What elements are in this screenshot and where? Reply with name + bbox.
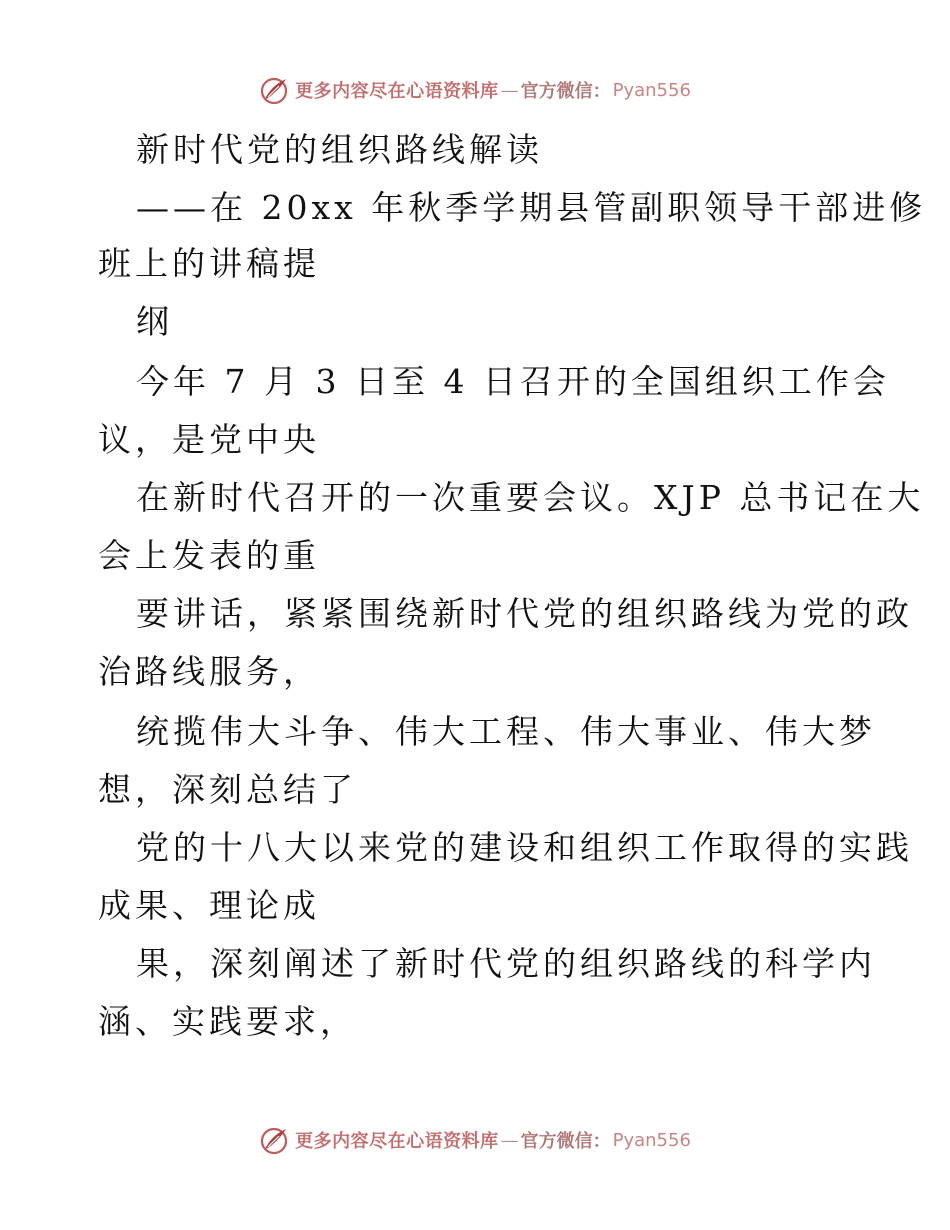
doc-title: 新时代党的组织路线解读 — [136, 130, 543, 169]
doc-line: 班上的讲稿提 — [98, 244, 320, 283]
doc-line: 党的十八大以来党的建设和组织工作取得的实践 — [136, 828, 913, 867]
doc-line: 会上发表的重 — [98, 536, 320, 575]
doc-line: 在新时代召开的一次重要会议。XJP 总书记在大 — [136, 478, 925, 517]
doc-line: 治路线服务， — [98, 652, 320, 691]
doc-line: 想，深刻总结了 — [98, 770, 357, 809]
footer-banner — [0, 1122, 950, 1158]
quill-pen-logo-icon — [259, 1125, 289, 1155]
doc-line: 成果、理论成 — [98, 886, 320, 925]
banner-separator: — — [500, 79, 519, 101]
banner-wechat-label: 官方微信： — [520, 81, 611, 102]
banner-separator: — — [500, 1129, 519, 1151]
doc-line: 涵、实践要求， — [98, 1002, 357, 1041]
doc-line: 议，是党中央 — [98, 420, 320, 459]
doc-line: 纲 — [136, 302, 173, 341]
banner-brand-text: 更多内容尽在心语资料库 — [295, 1131, 499, 1152]
doc-line: 要讲话，紧紧围绕新时代党的组织路线为党的政 — [136, 594, 913, 633]
banner-wechat-id: Pyan556 — [612, 79, 691, 101]
doc-line: ——在 20xx 年秋季学期县管副职领导干部进修 — [136, 188, 927, 227]
doc-line: 果，深刻阐述了新时代党的组织路线的科学内 — [136, 944, 876, 983]
doc-line: 统揽伟大斗争、伟大工程、伟大事业、伟大梦 — [136, 712, 876, 751]
header-banner — [0, 72, 950, 108]
banner-brand-text: 更多内容尽在心语资料库 — [295, 81, 499, 102]
banner-wechat-id: Pyan556 — [612, 1129, 691, 1151]
doc-line: 今年 7 月 3 日至 4 日召开的全国组织工作会 — [136, 362, 890, 401]
quill-pen-logo-icon — [259, 75, 289, 105]
banner-wechat-label: 官方微信： — [520, 1131, 611, 1152]
